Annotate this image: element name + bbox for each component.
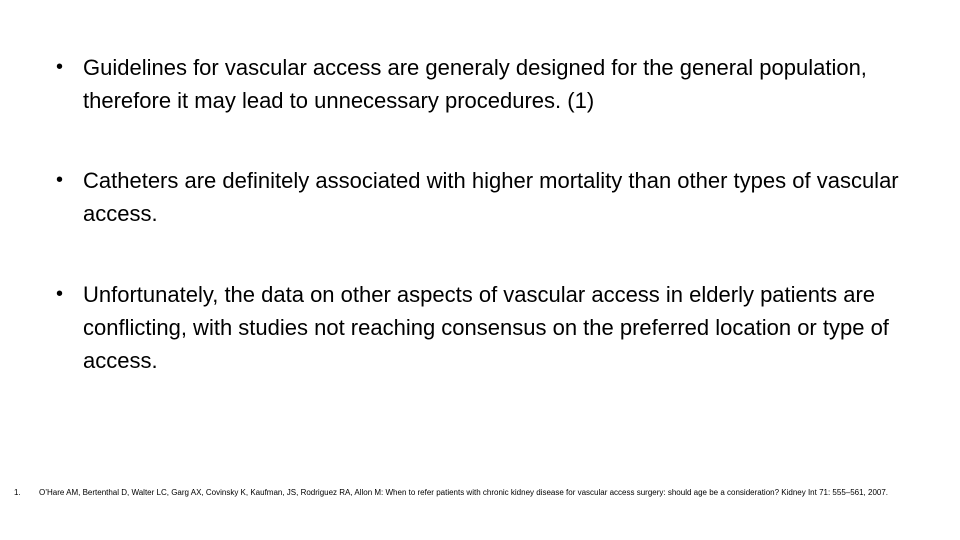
bullet-item-catheters [56,164,916,230]
bullet-marker: • [56,56,64,78]
bullet-text: Catheters are definitely associated with higher mortality than other types of vascular access. [83,168,899,226]
bullet-item-conflicting-data [56,278,916,377]
bullet-text: Guidelines for vascular access are generaly designed for the general population, therefore it may lead to unnecessary procedures. (1) [83,55,867,113]
reference-text: O’Hare AM, Bertenthal D, Walter LC, Garg AX, Covinsky K, Kaufman, JS, Rodriguez RA, Allon M: When to refer patients with chronic kidney disease for vascular access surgery: should age be a consideration? Kidney Int 71: 555–561, 2007. [39,488,889,497]
bullet-text: Unfortunately, the data on other aspects of vascular access in elderly patients are conflicting, with studies not reaching consensus on the preferred location or type of access. [83,282,889,373]
bullet-marker: • [56,169,64,191]
reference-number: 1. [14,488,21,497]
reference-footnote [14,486,944,499]
bullet-marker: • [56,283,64,305]
bullet-item-guidelines [56,51,916,117]
